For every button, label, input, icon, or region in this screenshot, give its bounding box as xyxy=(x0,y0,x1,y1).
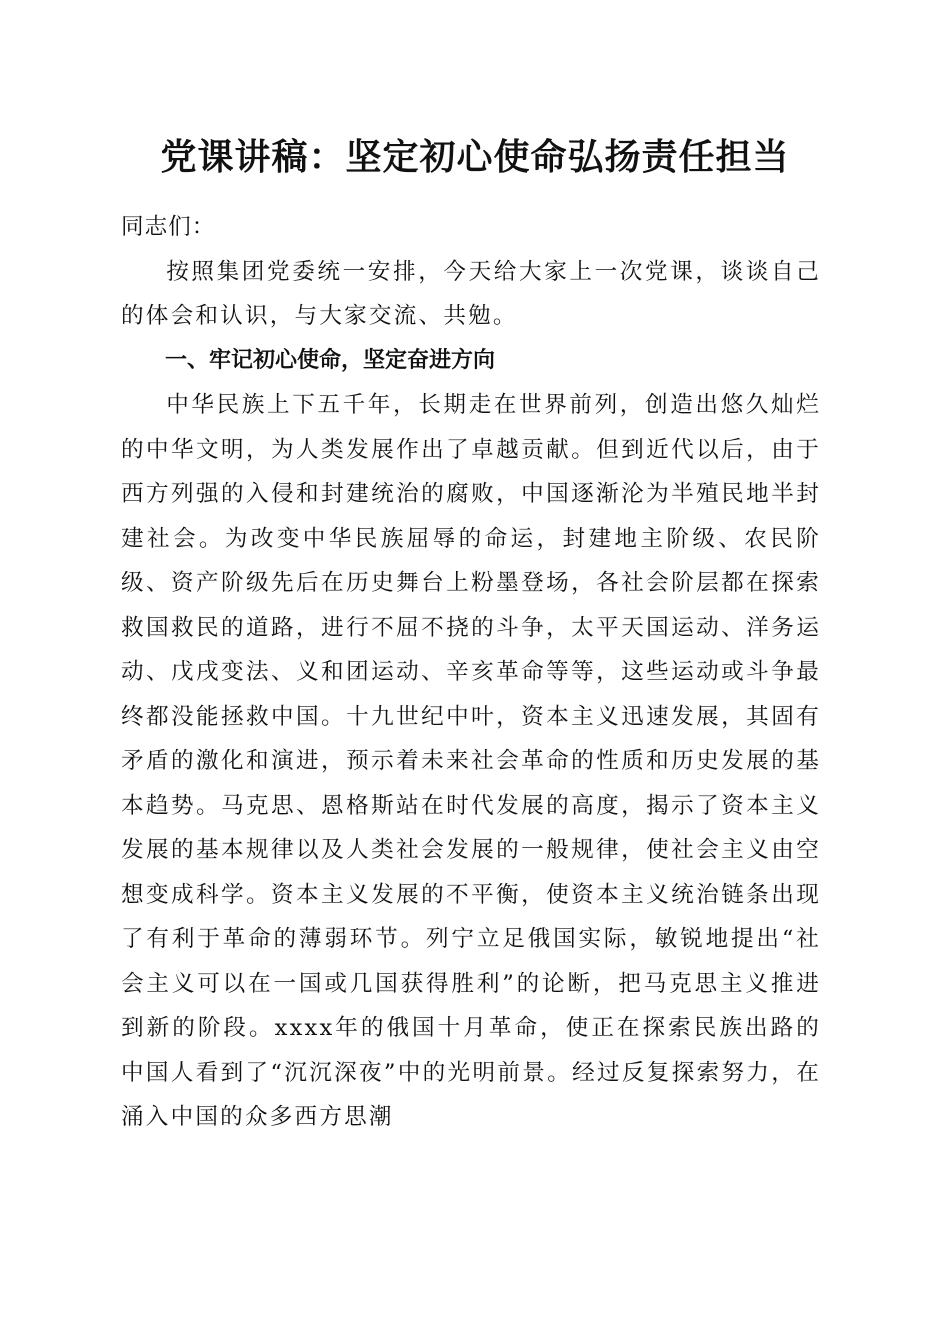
intro-paragraph: 按照集团党委统一安排，今天给大家上一次党课，谈谈自己的体会和认识，与大家交流、共勉。 xyxy=(121,258,821,329)
document-body xyxy=(121,205,821,1140)
body-paragraph: 中华民族上下五千年，长期走在世界前列，创造出悠久灿烂的中华文明，为人类发展作出了卓越贡献。但到近代以后，由于西方列强的入侵和封建统治的腐败，中国逐渐沦为半殖民地半封建社会。为改变中华民族屈辱的命运，封建地主阶级、农民阶级、资产阶级先后在历史舞台上粉墨登场，各社会阶层都在探索救国救民的道路，进行不屈不挠的斗争，太平天国运动、洋务运动、戊戌变法、义和团运动、辛亥革命等等，这些运动或斗争最终都没能拯救中国。十九世纪中叶，资本主义迅速发展，其固有矛盾的激化和演进，预示着未来社会革命的性质和历史发展的基本趋势。马克思、恩格斯站在时代发展的高度，揭示了资本主义发展的基本规律以及人类社会发展的一般规律，使社会主义由空想变成科学。资本主义发展的不平衡，使资本主义统治链条出现了有利于革命的薄弱环节。列宁立足俄国实际，敏锐地提出“社会主义可以在一国或几国获得胜利”的论断，把马克思主义推进到新的阶段。xxxx年的俄国十月革命，使正在探索民族出路的中国人看到了“沉沉深夜”中的光明前景。经过反复探索努力，在涌入中国的众多西方思潮 xyxy=(121,392,821,1130)
document-title: 党课讲稿：坚定初心使命弘扬责任担当 xyxy=(160,137,790,178)
section-heading: 一、牢记初心使命，坚定奋进方向 xyxy=(165,347,496,373)
salutation: 同志们： xyxy=(121,214,216,240)
